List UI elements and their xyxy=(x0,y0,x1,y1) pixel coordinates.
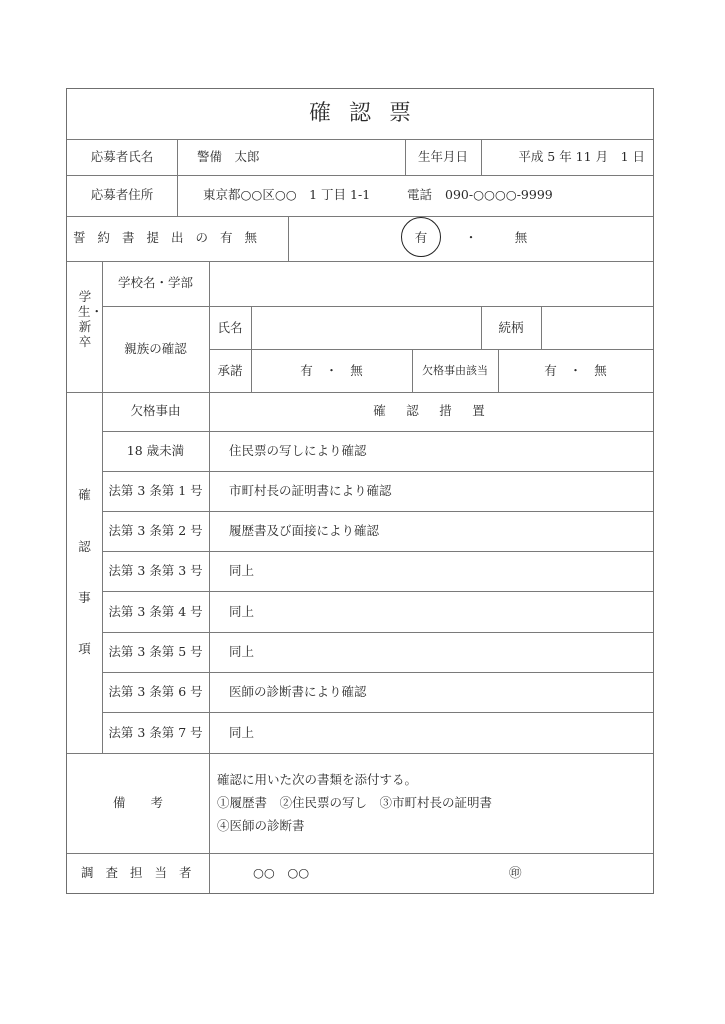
disqualification-label: 欠格事由該当 xyxy=(422,364,488,377)
phone-label: 電話 xyxy=(407,187,433,202)
pledge-separator: ・ xyxy=(464,230,478,245)
divider xyxy=(288,216,289,261)
divider xyxy=(209,853,210,893)
measure-cell: 同上 xyxy=(229,563,255,578)
school-label: 学校名・学部 xyxy=(117,275,193,290)
relative-label: 親族の確認 xyxy=(124,341,187,356)
reason-cell: 法第 3 条第 6 号 xyxy=(108,684,203,699)
phone-value: 090-○○○○-9999 xyxy=(445,187,553,202)
disqualification-options[interactable]: 有 ・ 無 xyxy=(544,363,607,378)
confirm-section-char: 確 xyxy=(78,487,91,502)
divider xyxy=(209,349,653,350)
divider xyxy=(102,632,653,633)
reason-cell: 法第 3 条第 3 号 xyxy=(108,563,203,578)
divider xyxy=(67,139,653,140)
student-section-text: 学生・新卒 xyxy=(78,289,104,349)
dob-label: 生年月日 xyxy=(417,149,468,164)
applicant-name-value: 警備 太郎 xyxy=(197,149,260,164)
confirm-section-char: 認 xyxy=(78,539,91,554)
divider xyxy=(102,471,653,472)
confirm-section-char: 事 xyxy=(78,590,91,605)
dob-value: 平成 5 年 11 月 1 日 xyxy=(518,149,645,164)
measure-cell: 市町村長の証明書により確認 xyxy=(229,483,392,498)
confirm-section-char: 項 xyxy=(78,641,91,656)
remarks-label: 備 考 xyxy=(112,795,163,810)
divider xyxy=(481,139,482,175)
remarks-line: ④医師の診断書 xyxy=(217,818,305,833)
confirmation-form xyxy=(66,88,654,894)
consent-options[interactable]: 有 ・ 無 xyxy=(300,363,363,378)
applicant-address-value: 東京都○○区○○ 1 丁目 1-1 xyxy=(203,187,371,202)
divider xyxy=(67,753,653,754)
pledge-yes[interactable]: 有 xyxy=(414,230,428,245)
reason-cell: 18 歳未満 xyxy=(126,443,185,458)
divider xyxy=(67,392,653,393)
measure-cell: 同上 xyxy=(229,604,255,619)
pledge-label: 誓約書提出の有無 xyxy=(73,230,270,245)
relative-name-label: 氏名 xyxy=(217,320,243,335)
applicant-name-label: 応募者氏名 xyxy=(90,149,154,164)
pledge-no[interactable]: 無 xyxy=(514,230,528,245)
reason-cell: 法第 3 条第 4 号 xyxy=(108,604,203,619)
applicant-address-label: 応募者住所 xyxy=(90,187,154,202)
measure-cell: 同上 xyxy=(229,644,255,659)
divider xyxy=(251,306,252,392)
divider xyxy=(541,306,542,349)
divider xyxy=(102,261,103,753)
consent-label: 承諾 xyxy=(217,363,243,378)
remarks-line: 確認に用いた次の書類を添付する。 xyxy=(217,772,418,787)
seal-icon: ㊞ xyxy=(509,865,522,880)
reason-cell: 法第 3 条第 1 号 xyxy=(108,483,203,498)
divider xyxy=(67,216,653,217)
measure-cell: 履歴書及び面接により確認 xyxy=(229,523,380,538)
measure-cell: 医師の診断書により確認 xyxy=(229,684,367,699)
divider xyxy=(67,175,653,176)
measure-cell: 同上 xyxy=(229,725,255,740)
reason-cell: 法第 3 条第 2 号 xyxy=(108,523,203,538)
reason-header: 欠格事由 xyxy=(130,403,181,418)
reason-cell: 法第 3 条第 7 号 xyxy=(108,725,203,740)
reason-cell: 法第 3 条第 5 号 xyxy=(108,644,203,659)
investigator-name: ○○ ○○ xyxy=(253,865,310,880)
divider xyxy=(102,672,653,673)
divider xyxy=(67,853,653,854)
divider xyxy=(102,712,653,713)
divider xyxy=(209,261,210,853)
divider xyxy=(67,261,653,262)
divider xyxy=(102,511,653,512)
measure-header: 確 認 措 置 xyxy=(373,403,489,418)
divider xyxy=(177,139,178,216)
form-title: 確認票 xyxy=(308,101,429,126)
student-section-label xyxy=(75,289,104,349)
divider xyxy=(102,591,653,592)
divider xyxy=(102,431,653,432)
divider xyxy=(102,551,653,552)
measure-cell: 住民票の写しにより確認 xyxy=(229,443,367,458)
investigator-label: 調査担当者 xyxy=(81,865,204,880)
remarks-line: ①履歴書 ②住民票の写し ③市町村長の証明書 xyxy=(217,795,493,810)
divider xyxy=(102,306,653,307)
relation-label: 続柄 xyxy=(498,320,524,335)
